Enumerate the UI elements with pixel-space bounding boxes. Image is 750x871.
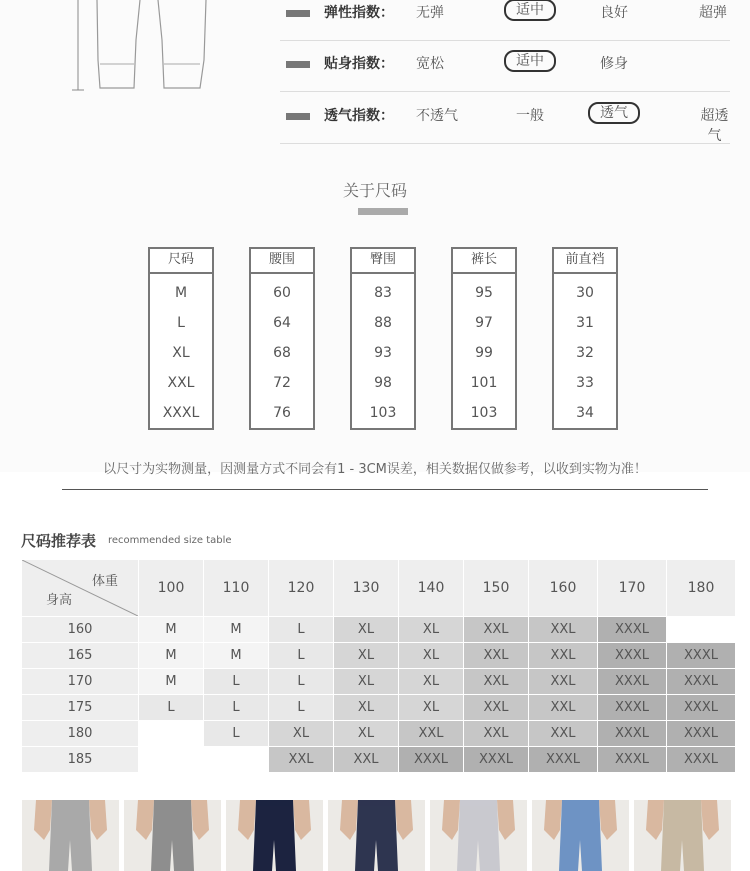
height-header: 175 — [22, 695, 139, 721]
size-recommend-cell: XXL — [529, 643, 598, 669]
weight-header: 130 — [334, 560, 399, 617]
size-column-header: 腰围 — [251, 249, 313, 274]
size-recommend-cell: XXL — [464, 617, 529, 643]
weight-header: 140 — [399, 560, 464, 617]
weight-header: 160 — [529, 560, 598, 617]
index-row — [280, 39, 730, 92]
size-recommend-cell: XXL — [464, 643, 529, 669]
size-column — [552, 247, 618, 430]
size-recommend-cell: XXXL — [598, 695, 667, 721]
size-recommend-cell: XXXL — [464, 747, 529, 773]
table-row — [22, 669, 736, 695]
size-recommend-cell: XL — [269, 721, 334, 747]
size-cell: 88 — [374, 315, 392, 331]
size-cell: 98 — [374, 375, 392, 391]
index-option-selected: 透气 — [588, 102, 640, 124]
size-recommend-cell: L — [269, 695, 334, 721]
size-column-header: 臀围 — [352, 249, 414, 274]
size-recommend-cell: XL — [334, 669, 399, 695]
size-recommend-table — [21, 559, 736, 773]
divider — [62, 489, 708, 490]
size-cell: XXXL — [162, 405, 200, 421]
index-bar-marker — [286, 61, 310, 68]
size-recommend-cell: XXL — [464, 669, 529, 695]
size-recommend-cell: XXL — [529, 721, 598, 747]
height-header: 160 — [22, 617, 139, 643]
size-recommend-cell: M — [204, 643, 269, 669]
size-cell: M — [174, 285, 188, 301]
index-option: 修身 — [600, 56, 628, 72]
size-recommend-cell: XXXL — [598, 643, 667, 669]
size-cell: 64 — [273, 315, 291, 331]
index-option: 宽松 — [416, 56, 444, 72]
size-recommend-cell: L — [139, 695, 204, 721]
size-cell: 32 — [576, 345, 594, 361]
weight-label: 体重 — [91, 574, 118, 589]
size-recommend-cell: XXXL — [399, 747, 464, 773]
recommend-subtitle: recommended size table — [108, 535, 232, 546]
weight-header: 150 — [464, 560, 529, 617]
weight-header: 120 — [269, 560, 334, 617]
size-recommend-cell: XXXL — [529, 747, 598, 773]
size-recommend-cell: XL — [334, 617, 399, 643]
color-variant-photo[interactable] — [532, 800, 629, 871]
size-cell: 93 — [374, 345, 392, 361]
index-option-selected: 适中 — [504, 50, 556, 72]
color-variant-photo[interactable] — [22, 800, 119, 871]
size-recommend-cell: L — [269, 669, 334, 695]
index-bar-marker — [286, 113, 310, 120]
size-cell: 76 — [273, 405, 291, 421]
size-cell: 68 — [273, 345, 291, 361]
weight-header: 180 — [667, 560, 736, 617]
table-row — [22, 617, 736, 643]
height-header: 185 — [22, 747, 139, 773]
size-cell: 83 — [374, 285, 392, 301]
size-cell: 95 — [475, 285, 493, 301]
size-recommend-cell: XXXL — [598, 747, 667, 773]
size-recommend-cell: XXXL — [667, 695, 736, 721]
size-column — [350, 247, 416, 430]
size-recommend-cell: L — [204, 695, 269, 721]
size-recommend-cell: XXL — [529, 617, 598, 643]
size-recommend-cell: XL — [399, 617, 464, 643]
size-recommend-cell: XXXL — [598, 617, 667, 643]
section-title-bar — [358, 208, 408, 215]
size-column-header: 尺码 — [150, 249, 212, 274]
color-variant-photo[interactable] — [634, 800, 731, 871]
index-bar-marker — [286, 10, 310, 17]
index-option: 超透气 — [700, 108, 729, 144]
index-option: 超弹 — [699, 5, 727, 21]
size-recommend-cell: XXXL — [598, 669, 667, 695]
size-cell: 30 — [576, 285, 594, 301]
size-cell: 33 — [576, 375, 594, 391]
size-cell: 101 — [470, 375, 498, 391]
size-recommend-cell: L — [269, 643, 334, 669]
index-option: 一般 — [516, 108, 544, 124]
size-cell: L — [177, 315, 185, 331]
index-option-selected: 适中 — [504, 0, 556, 21]
size-cell: 97 — [475, 315, 493, 331]
size-recommend-cell: XXL — [464, 721, 529, 747]
color-variant-photo[interactable] — [124, 800, 221, 871]
size-recommend-cell: L — [204, 721, 269, 747]
pants-sketch — [60, 0, 230, 100]
index-title: 弹性指数： — [324, 5, 394, 21]
height-header: 180 — [22, 721, 139, 747]
size-recommend-cell — [139, 747, 204, 773]
table-row — [22, 695, 736, 721]
size-recommend-cell: XL — [399, 669, 464, 695]
index-row — [280, 91, 730, 144]
index-option: 不透气 — [416, 108, 458, 124]
color-variant-photo[interactable] — [226, 800, 323, 871]
size-recommend-cell — [139, 721, 204, 747]
size-cell: XL — [172, 345, 190, 361]
size-recommend-cell: XL — [334, 695, 399, 721]
size-recommend-cell: XXXL — [667, 747, 736, 773]
height-label: 身高 — [46, 593, 73, 608]
size-recommend-cell: M — [139, 669, 204, 695]
table-corner-header — [22, 560, 139, 617]
size-recommend-cell: XL — [399, 695, 464, 721]
size-cell: 34 — [576, 405, 594, 421]
size-recommend-cell: M — [139, 617, 204, 643]
size-recommend-cell: XXL — [529, 695, 598, 721]
recommend-title: 尺码推荐表 — [21, 532, 97, 550]
size-recommend-cell: M — [139, 643, 204, 669]
table-row — [22, 643, 736, 669]
size-cell: 103 — [470, 405, 498, 421]
size-cell: 99 — [475, 345, 493, 361]
size-recommend-cell: XXXL — [667, 643, 736, 669]
color-variant-photo[interactable] — [430, 800, 527, 871]
size-recommend-cell: XL — [399, 643, 464, 669]
size-column-header: 裤长 — [453, 249, 515, 274]
index-row — [280, 0, 730, 41]
index-title: 透气指数： — [324, 108, 394, 124]
size-column — [451, 247, 517, 430]
size-recommend-cell: XXXL — [667, 721, 736, 747]
weight-header: 170 — [598, 560, 667, 617]
size-column — [148, 247, 214, 430]
table-row — [22, 747, 736, 773]
index-option: 无弹 — [416, 5, 444, 21]
size-recommend-cell: XXL — [399, 721, 464, 747]
size-recommend-cell — [204, 747, 269, 773]
size-recommend-cell: L — [269, 617, 334, 643]
index-title: 贴身指数： — [324, 56, 394, 72]
size-recommend-cell: M — [204, 617, 269, 643]
weight-header: 110 — [204, 560, 269, 617]
size-recommend-cell: L — [204, 669, 269, 695]
index-option: 良好 — [600, 5, 628, 21]
size-cell: 103 — [369, 405, 397, 421]
size-column-header: 前直裆 — [554, 249, 616, 274]
height-header: 170 — [22, 669, 139, 695]
weight-header: 100 — [139, 560, 204, 617]
size-recommend-cell: XXXL — [667, 669, 736, 695]
size-recommend-cell: XXL — [464, 695, 529, 721]
size-recommend-cell: XXXL — [598, 721, 667, 747]
size-recommend-cell: XXL — [529, 669, 598, 695]
size-recommend-cell: XXL — [334, 747, 399, 773]
size-cell: XXL — [167, 375, 195, 391]
size-recommend-cell: XL — [334, 721, 399, 747]
size-cell: 72 — [273, 375, 291, 391]
size-note: 以尺寸为实物测量，因测量方式不同会有1 - 3CM误差，相关数据仅做参考，以收到实物为准！ — [103, 462, 647, 477]
table-row — [22, 721, 736, 747]
size-recommend-cell — [667, 617, 736, 643]
color-variant-photo[interactable] — [328, 800, 425, 871]
size-cell: 31 — [576, 315, 594, 331]
size-recommend-cell: XL — [334, 643, 399, 669]
size-section-title: 关于尺码 — [342, 181, 407, 200]
height-header: 165 — [22, 643, 139, 669]
size-recommend-cell: XXL — [269, 747, 334, 773]
size-column — [249, 247, 315, 430]
size-cell: 60 — [273, 285, 291, 301]
